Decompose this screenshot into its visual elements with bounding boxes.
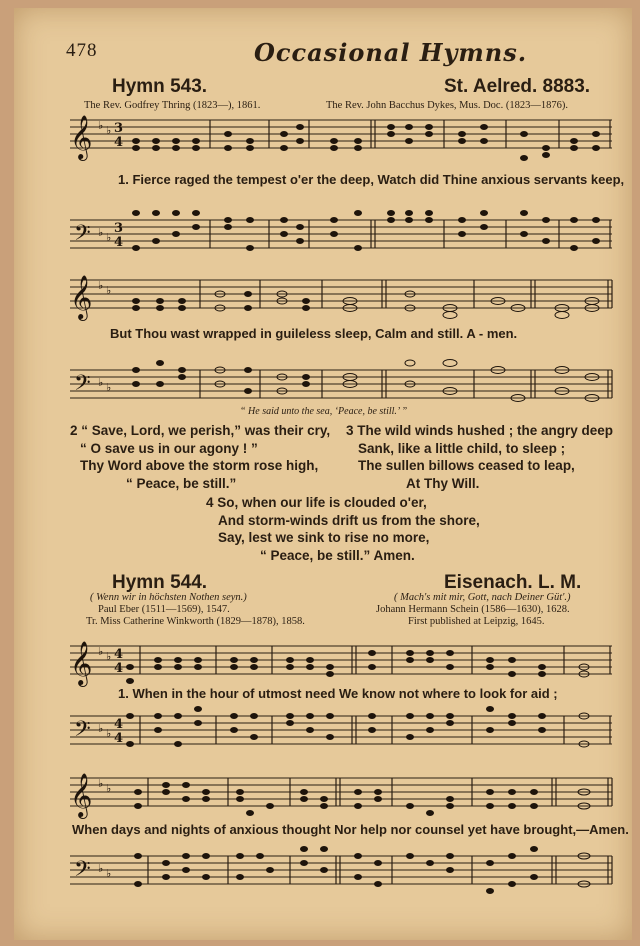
svg-text:♭: ♭ (98, 862, 104, 875)
svg-text:𝄞: 𝄞 (70, 641, 93, 685)
svg-text:♭: ♭ (98, 722, 104, 735)
svg-text:♭: ♭ (106, 782, 112, 795)
svg-text:𝄢: 𝄢 (74, 717, 91, 747)
hymn-543-lyric-line-2: But Thou wast wrapped in guileless sleep, Calm and still. A - men. (110, 326, 518, 341)
svg-text:𝄞: 𝄞 (70, 275, 93, 319)
hymn-543-caption: “ He said unto the sea, ‘Peace, be still.’ ” (240, 406, 408, 417)
hymn-543-lyric-line-1: 1. Fierce raged the tempest o'er the deep, Watch did Thine anxious servants keep, (118, 172, 625, 187)
hymn-544-lyric-line-1: 1. When in the hour of utmost need We know not where to look for aid ; (118, 686, 558, 701)
hymn-543-number: Hymn 543. (112, 76, 208, 97)
svg-text:♭: ♭ (106, 284, 112, 297)
svg-text:𝄞: 𝄞 (70, 773, 93, 817)
hymn-543-verse-3: 3 The wild winds hushed ; the angry deep Sank, like a little child, to sleep ; The sullen billows ceased to leap, At Thy Will. (346, 423, 614, 491)
svg-text:4: 4 (114, 731, 124, 746)
svg-text:♭: ♭ (98, 777, 104, 790)
hymn-544-translator: Tr. Miss Catherine Winkworth (1829—1878), 1858. (86, 616, 305, 627)
page-header-title: Occasional Hymns. (254, 38, 528, 67)
svg-text:♭: ♭ (106, 650, 112, 663)
hymn-544-tune: Eisenach. L. M. (444, 572, 582, 593)
svg-text:♭: ♭ (98, 226, 104, 239)
svg-text:♭: ♭ (106, 231, 112, 244)
svg-text:4: 4 (114, 647, 124, 662)
hymn-544-original-tune: ( Mach's mit mir, Gott, nach Deiner Güt'.) (394, 592, 571, 603)
svg-text:𝄞: 𝄞 (70, 115, 93, 159)
staff-treble-3 (70, 641, 612, 687)
staff-bass-1 (70, 210, 612, 251)
hymn-543-verse-4: 4 So, when our life is clouded o'er, And storm-winds drift us from the shore, Say, lest we sink to rise no more, “ Peace, be still.” Amen. (206, 495, 480, 563)
hymn-544-composer: Johann Hermann Schein (1586—1630), 1628. (376, 604, 570, 615)
hymn-543-author: The Rev. Godfrey Thring (1823—), 1861. (84, 100, 261, 111)
hymn-543-composer: The Rev. John Bacchus Dykes, Mus. Doc. (1823—1876). (326, 100, 568, 111)
svg-text:𝄢: 𝄢 (74, 221, 91, 251)
hymn-544-author: Paul Eber (1511—1569), 1547. (98, 604, 230, 615)
svg-text:♭: ♭ (106, 381, 112, 394)
svg-text:4: 4 (114, 235, 124, 250)
svg-text:4: 4 (114, 135, 124, 150)
svg-text:♭: ♭ (98, 645, 104, 658)
svg-text:4: 4 (114, 717, 124, 732)
staff-treble-4 (70, 773, 612, 819)
svg-text:♭: ♭ (106, 124, 112, 137)
staff-bass-4 (70, 846, 612, 894)
svg-text:3: 3 (114, 221, 124, 236)
hymn-544-first-published: First published at Leipzig, 1645. (408, 616, 545, 627)
staff-treble-2 (70, 275, 612, 321)
hymn-543-verse-2: 2 “ Save, Lord, we perish,” was their cry, “ O save us in our agony ! ” Thy Word above the storm rose high, “ Peace, be still.” (70, 423, 331, 491)
hymn-543-tune: St. Aelred. 8883. (444, 76, 591, 97)
svg-text:♭: ♭ (98, 279, 104, 292)
svg-text:3: 3 (114, 121, 124, 136)
hymn-544-number: Hymn 544. (112, 572, 208, 593)
svg-text:4: 4 (114, 661, 124, 676)
hymn-544-original-title: ( Wenn wir in höchsten Nothen seyn.) (90, 592, 247, 603)
svg-text:♭: ♭ (98, 119, 104, 132)
staff-bass-2 (70, 360, 612, 402)
svg-text:𝄢: 𝄢 (74, 371, 91, 401)
svg-text:♭: ♭ (98, 376, 104, 389)
staff-bass-3 (70, 706, 612, 747)
hymn-544-lyric-line-2: When days and nights of anxious thought Nor help nor counsel yet have brought,—Amen. (72, 822, 629, 837)
svg-text:𝄢: 𝄢 (74, 857, 91, 887)
svg-text:♭: ♭ (106, 867, 112, 880)
staff-treble-1 (70, 115, 612, 161)
page-number: 478 (66, 40, 98, 61)
hymnal-page (14, 8, 632, 940)
svg-text:♭: ♭ (106, 727, 112, 740)
